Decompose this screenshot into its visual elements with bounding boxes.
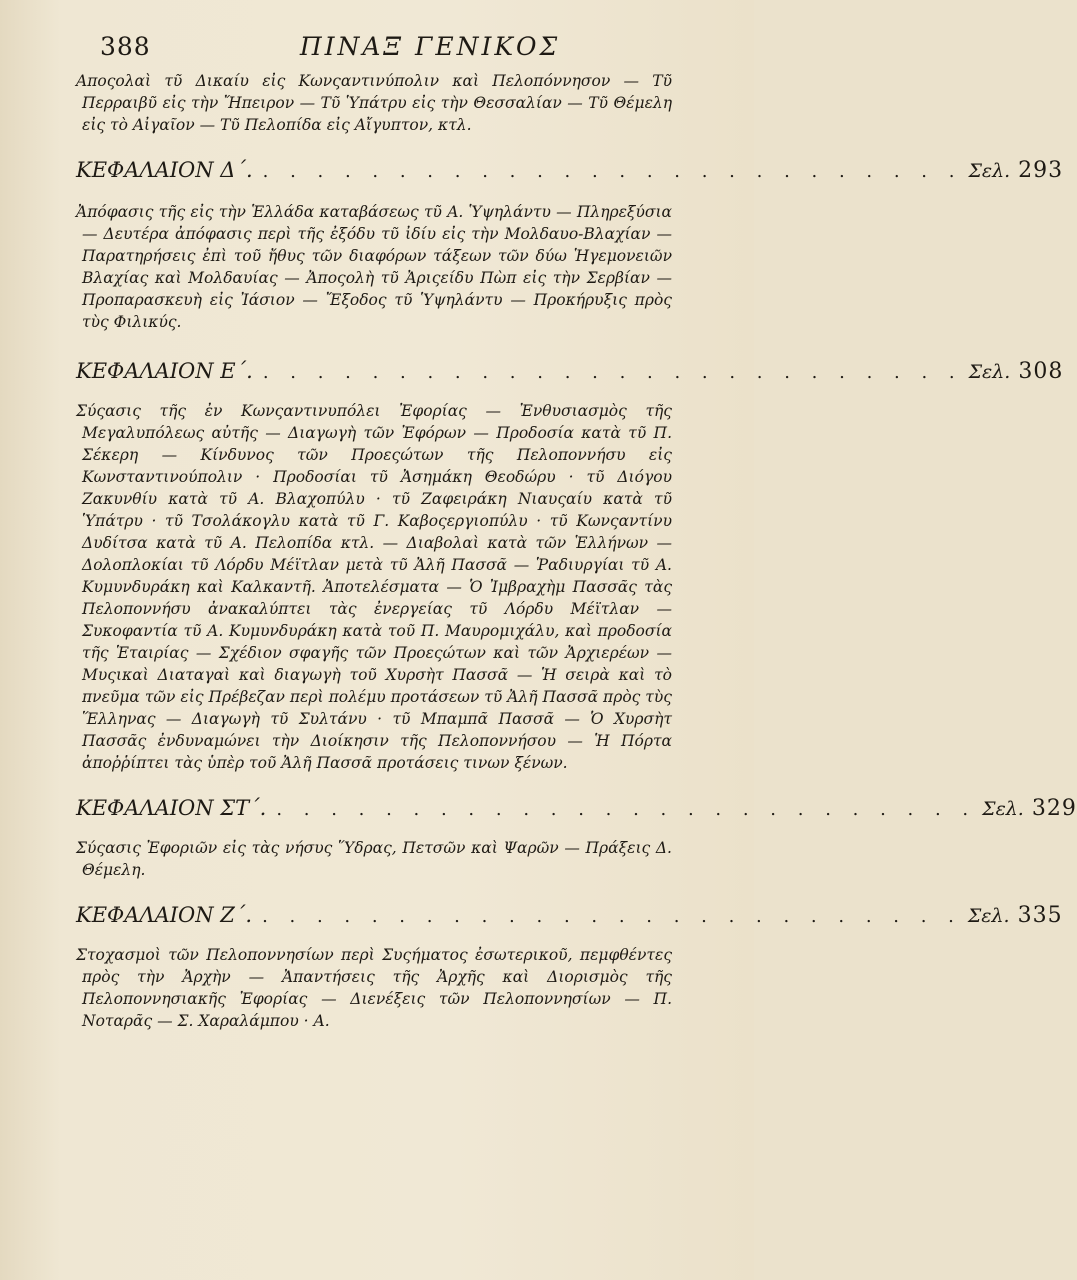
chapter-title: ΚΕΦΑΛΑΙΟΝ Ζ΄. [76,903,253,927]
page-title: ΠΙΝΑΞ ΓΕΝΙΚΟΣ [299,32,561,61]
leader-dots: . . . . . . . . . . . . . . . . . . . . . . . . . . [262,161,963,182]
chapter-heading-4 [76,158,1064,183]
chapter-title: ΚΕΦΑΛΑΙΟΝ ΣΤ΄. [76,796,267,820]
page-ref-number: 293 [1018,158,1064,183]
page-ref-label: Σελ. [968,160,1011,182]
chapter-summary: Ἀπόφασις τῆς εἰς τὴν Ἑλλάδα καταβάσεως τῦ Α. Ὑψηλάντυ — Πληρεξύσια — Δευτέρα ἀπόφασις περὶ τῆς ἐξόδυ τῦ ἰδίυ εἰς τὴν Μολδαυο-Βλαχίαν — Παρατηρήσεις ἐπὶ τοῦ ἤθυς τῶν διαφόρων τάξεων τῶν δύω Ἡγεμονειῶν Βλαχίας καὶ Μολδαυίας — Ἀποςολὴ τῦ Ἀριςείδυ Πὼπ εἰς τὴν Σερβίαν — Προπαρασκευὴ εἰς Ἰάσιον — Ἔξοδος τῦ Ὑψηλάντυ — Προκήρυξις πρὸς τὺς Φιλικύς. [76,203,672,331]
index-body [76,70,1077,1032]
chapter-heading-6 [76,796,1077,821]
chapter-summary: Στοχασμοὶ τῶν Πελοποννησίων περὶ Συςήματος ἐσωτερικοῦ, πεμφθέντες πρὸς τὴν Ἀρχὴν — Ἀπαντήσεις τῆς Ἀρχῆς καὶ Διορισμὸς τῆς Πελοποννησιακῆς Ἐφορίας — Διενέξεις τῶν Πελοποννησίων — Π. Νοταρᾶς — Σ. Χαραλάμπου · Α. [76,946,672,1030]
intro-paragraph: Αποςολαὶ τῦ Δικαίυ εἰς Κωνςαντινύπολιν καὶ Πελοπόννησον — Τῦ Περραιβῦ εἰς τὴν Ἤπειρον — Τῦ Ὑπάτρυ εἰς τὴν Θεσσαλίαν — Τῦ Θέμελη εἰς τὸ Αἰγαῖον — Τῦ Πελοπίδα εἰς Αἴγυπτον, κτλ. [76,72,672,134]
page-ref-number: 335 [1017,903,1063,928]
page-ref-number: 329 [1031,796,1077,821]
chapter-summary: Σύςασις τῆς ἐν Κωνςαντινυπόλει Ἐφορίας — Ἐνθυσιασμὸς τῆς Μεγαλυπόλεως αὐτῆς — Διαγωγὴ τῶν Ἐφόρων — Προδοσία κατὰ τῦ Π. Σέκερη — Κίνδυνος τῶν Προεςώτων τῆς Πελοποννήσυ εἰς Κωνσταντινούπολιν · Προδοσίαι τῦ Ἀσημάκη Θεοδώρυ · τῦ Διόγου Ζακυνθίυ κατὰ τῦ Α. Βλαχοπύλυ · τῦ Ζαφειράκη Νιαυςαίυ κατὰ τῦ Ὑπάτρυ · τῦ Τσολάκογλυ κατὰ τῦ Γ. Καβοςεργιοπύλυ · τῦ Κωνςαντίνυ Δυδίτσα κατὰ τῦ Α. Πελοπίδα κτλ. — Διαβολαὶ κατὰ τῶν Ἑλλήνων — Δολοπλοκίαι τῦ Λόρδυ Μέϊτλαν μετὰ τῦ Ἀλῆ Πασσᾶ — Ῥαδιυργίαι τῦ Α. Κυμυνδυράκη καὶ Καλκαντῆ. Ἀποτελέσματα — Ὁ Ἰμβραχὴμ Πασσᾶς τὰς Πελοποννήσυ ἀνακαλύπτει τὰς ἐνεργείας τῦ Λόρδυ Μέϊτλαν — Συκοφαντία τῦ Α. Κυμυνδυράκη κατὰ τοῦ Π. Μαυρομιχάλυ, καὶ προδοσία τῆς Ἑταιρίας — Σχέδιον σφαγῆς τῶν Προεςώτων καὶ τῶν Ἀρχιερέων — Μυςικαὶ Διαταγαὶ καὶ διαγωγὴ τοῦ Χυρσὴτ Πασσᾶ — Ἡ σειρὰ καὶ τὸ πνεῦμα τῶν εἰς Πρέβεζαν περὶ πολέμυ προτάσεων τῦ Ἀλῆ Πασσᾶ πρὸς τὺς Ἕλληνας — Διαγωγὴ τῦ Συλτάνυ · τῦ Μπαμπᾶ Πασσᾶ — Ὁ Χυρσὴτ Πασσᾶς ἐνδυναμώνει τὴν Διοίκησιν τῆς Πελοποννήσου — Ἡ Πόρτα ἀποῤῥίπτει τὰς ὑπὲρ τοῦ Ἀλῆ Πασσᾶ προτάσεις τινων ξένων. [76,402,672,772]
chapter-heading-5 [76,359,1064,384]
chapter-title: ΚΕΦΑΛΑΙΟΝ Δ΄. [76,158,253,182]
leader-dots: . . . . . . . . . . . . . . . . . . . . . . . . . . [262,362,963,383]
page-ref-label: Σελ. [968,361,1011,383]
page-ref-label: Σελ. [967,905,1010,927]
page-number: 388 [100,32,151,61]
chapter-heading-7 [76,903,1063,928]
running-head [100,30,680,64]
page-ref-number: 308 [1018,359,1064,384]
page-ref-label: Σελ. [982,798,1024,820]
chapter-summary: Σύςασις Ἐφοριῶν εἰς τὰς νήσυς Ὕδρας, Πετσῶν καὶ Ψαρῶν — Πράξεις Δ. Θέμελη. [76,839,672,879]
leader-dots: . . . . . . . . . . . . . . . . . . . . . . . . . . [276,799,977,820]
leader-dots: . . . . . . . . . . . . . . . . . . . . . . . . . . [262,906,962,927]
chapter-title: ΚΕΦΑΛΑΙΟΝ Ε΄. [76,359,253,383]
